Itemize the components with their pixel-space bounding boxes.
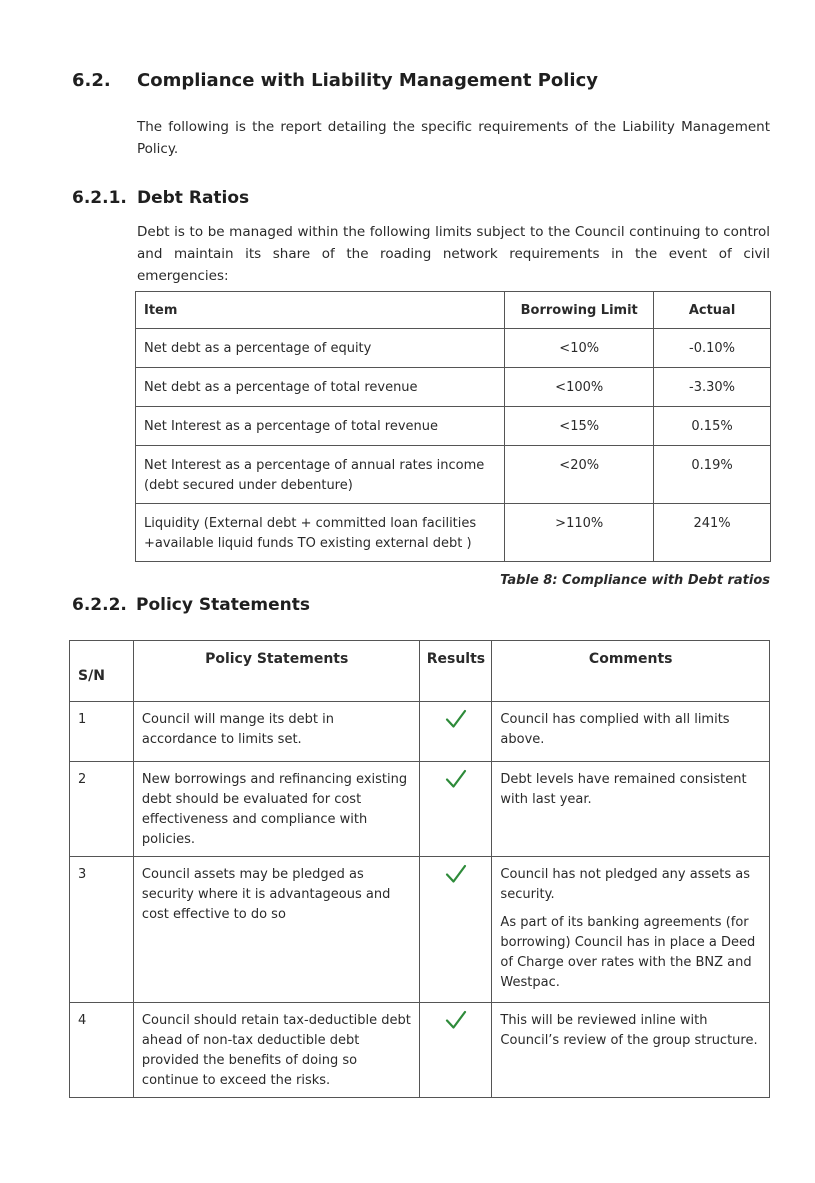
policy-statements-title: Policy Statements (136, 595, 310, 615)
table-row (136, 368, 771, 407)
ratio-item: Liquidity (External debt + committed loan facilities +available liquid funds TO existing external debt ) (136, 504, 505, 562)
row-comments (492, 1003, 770, 1098)
column-header-actual: Actual (654, 292, 771, 329)
row-sn: 2 (70, 762, 134, 857)
row-result (420, 762, 492, 857)
row-statement: Council will mange its debt in accordance to limits set. (133, 702, 420, 762)
table-row (136, 504, 771, 562)
row-statement: Council assets may be pledged as security where it is advantageous and cost effective to do so (133, 857, 420, 1003)
row-comments (492, 702, 770, 762)
ratio-actual: -3.30% (654, 368, 771, 407)
table-row (70, 702, 770, 762)
section-title: Compliance with Liability Management Policy (137, 70, 598, 91)
column-header-sn: S/N (70, 641, 134, 702)
comment-text: Council has complied with all limits above. (500, 712, 730, 747)
ratio-item: Net Interest as a percentage of total revenue (136, 407, 505, 446)
column-header-borrowing-limit: Borrowing Limit (505, 292, 654, 329)
debt-ratios-table (135, 291, 771, 562)
comment-text: As part of its banking agreements (for borrowing) Council has in place a Deed of Charge over rates with the BNZ and Westpac. (500, 915, 756, 990)
ratio-item: Net Interest as a percentage of annual rates income (debt secured under debenture) (136, 446, 505, 504)
comment-text: This will be reviewed inline with Council’s review of the group structure. (500, 1013, 758, 1048)
row-result (420, 857, 492, 1003)
table-caption: Table 8: Compliance with Debt ratios (500, 573, 770, 588)
section-number: 6.2. (72, 70, 111, 91)
column-header-comments: Comments (492, 641, 770, 702)
column-header-policy-statements: Policy Statements (133, 641, 420, 702)
row-statement: New borrowings and refinancing existing debt should be evaluated for cost effectiveness and compliance with policies. (133, 762, 420, 857)
ratio-actual: 241% (654, 504, 771, 562)
table-row (70, 762, 770, 857)
comment-text: Debt levels have remained consistent with last year. (500, 772, 747, 807)
ratio-limit: >110% (505, 504, 654, 562)
debt-ratios-intro: Debt is to be managed within the following limits subject to the Council continuing to control and maintain its share of the roading network requirements in the event of civil emergencies: (137, 224, 770, 284)
debt-ratios-number: 6.2.1. (72, 188, 127, 208)
row-statement: Council should retain tax-deductible debt ahead of non-tax deductible debt provided the benefits of doing so continue to exceed the risks. (133, 1003, 420, 1098)
table-row (136, 446, 771, 504)
table-header-row (70, 641, 770, 702)
row-result (420, 1003, 492, 1098)
check-icon (445, 768, 467, 790)
table-row (70, 857, 770, 1003)
row-sn: 3 (70, 857, 134, 1003)
policy-statements-number: 6.2.2. (72, 595, 127, 615)
ratio-item: Net debt as a percentage of equity (136, 329, 505, 368)
row-sn: 4 (70, 1003, 134, 1098)
table-row (136, 407, 771, 446)
row-comments (492, 857, 770, 1003)
row-comments (492, 762, 770, 857)
policy-statements-table (69, 640, 770, 1098)
check-icon (445, 863, 467, 885)
comment-text: Council has not pledged any assets as security. (500, 867, 750, 902)
ratio-limit: <20% (505, 446, 654, 504)
row-sn: 1 (70, 702, 134, 762)
ratio-limit: <10% (505, 329, 654, 368)
ratio-actual: 0.15% (654, 407, 771, 446)
column-header-results: Results (420, 641, 492, 702)
ratio-limit: <15% (505, 407, 654, 446)
column-header-item: Item (136, 292, 505, 329)
table-row (136, 329, 771, 368)
check-icon (445, 1009, 467, 1031)
debt-ratios-title: Debt Ratios (137, 188, 250, 208)
section-intro: The following is the report detailing the specific requirements of the Liability Management Policy. (137, 119, 770, 157)
ratio-limit: <100% (505, 368, 654, 407)
check-icon (445, 708, 467, 730)
ratio-actual: 0.19% (654, 446, 771, 504)
row-result (420, 702, 492, 762)
ratio-actual: -0.10% (654, 329, 771, 368)
table-header-row (136, 292, 771, 329)
ratio-item: Net debt as a percentage of total revenue (136, 368, 505, 407)
table-row (70, 1003, 770, 1098)
